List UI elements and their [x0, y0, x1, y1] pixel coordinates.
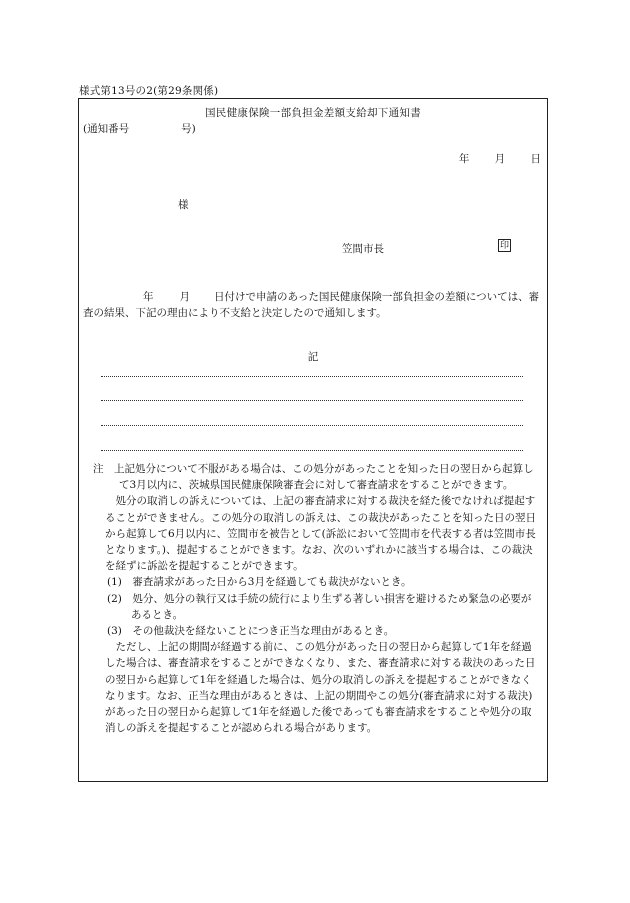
notice-number — [83, 121, 196, 136]
addressee: 様 — [178, 199, 189, 211]
reason-line-3 — [101, 425, 523, 426]
reason-line-4 — [101, 450, 523, 451]
note-paragraph-1: 処分の取消しの訴えについては、上記の審査請求に対する裁決を経た後でなければ提起することができません。この処分の取消しの訴えは、この裁決があったことを知った日の翌日から起算して6月以内に、笠間市を被告として(訴訟において笠間市を代表する者は笠間市長となります。)、提起することができます。なお、次のいずれかに該当する場合は、この裁決を経ずに訴訟を提起することができます。 — [105, 495, 537, 573]
note-item-2: (2) 処分、処分の執行又は手続の続行により生ずる著しい損害を避けるため緊急の必要があるとき。 — [107, 592, 532, 621]
notice-number-suffix: 号) — [181, 123, 196, 135]
body-year: 年 — [143, 291, 154, 303]
issuer-name: 笠間市長 — [342, 243, 384, 255]
form-reference: 様式第13号の2(第29条関係) — [79, 85, 219, 97]
date-year: 年 — [458, 153, 470, 165]
note-paragraph-2: ただし、上記の期間が経過する前に、この処分があった日の翌日から起算して1年を経過した場合は、審査請求をすることができなくなり、また、審査請求に対する裁決のあった日の翌日から起算して1年を経過した場合は、処分の取消しの訴えを提起することができなくなります。なお、正当な理由があるときは、上記の期間やこの処分(審査請求に対する裁決)があった日の翌日から起算して1年を経過した後であっても審査請求をすることや処分の取消しの訴えを提起することが認められる場合があります。 — [105, 641, 536, 735]
notice-number-prefix: (通知番号 — [83, 123, 130, 135]
date-day: 日 — [530, 153, 541, 165]
appeal-notes — [93, 461, 539, 736]
reason-line-1 — [101, 376, 523, 377]
ki-heading: 記 — [307, 351, 319, 363]
note-item-1: (1) 審査請求があった日から3月を経過しても裁決がないとき。 — [107, 576, 412, 589]
seal-stamp: 印 — [499, 241, 509, 251]
date-month: 月 — [494, 153, 506, 165]
note-item-3: (3) その他裁決を経ないことにつき正当な理由があるとき。 — [107, 625, 395, 638]
document-title: 国民健康保険一部負担金差額支給却下通知書 — [205, 107, 421, 119]
reason-line-2 — [101, 400, 523, 401]
notice-body — [83, 289, 541, 321]
body-month: 月 — [179, 291, 190, 303]
body-text: 日付けで申請のあった国民健康保険一部負担金の差額については、審査の結果、下記の理由により不支給と決定したので通知します。 — [83, 291, 540, 319]
note-heading: 注 上記処分について不服がある場合は、この処分があったことを知った日の翌日から起算して3月以内に、茨城県国民健康保険審査会に対して審査請求をすることができます。 — [93, 463, 534, 492]
notice-frame — [78, 98, 548, 782]
issue-date — [437, 151, 541, 166]
